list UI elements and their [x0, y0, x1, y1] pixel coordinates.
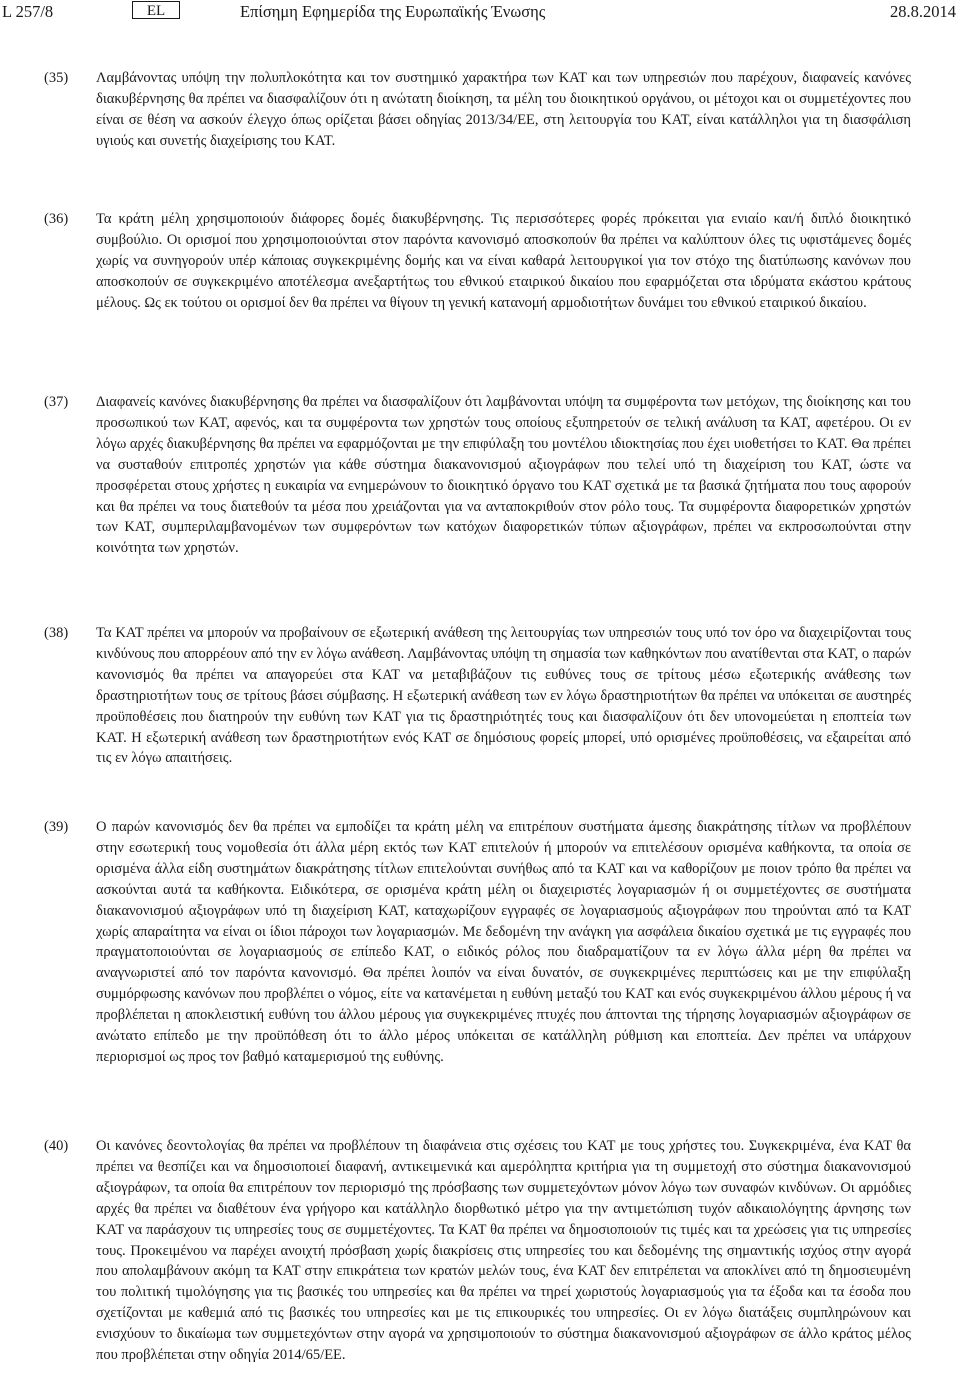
recital-text: Ο παρών κανονισμός δεν θα πρέπει να εμποδίζει τα κράτη μέλη να επιτρέπουν συστήματα άμεσης διακράτησης τίτλων να προβλέπουν στην εσωτερική τους νομοθεσία ότι άλλα μέρη εκτός των ΚΑΤ επιτελούν ή μπορούν να επιτελέσουν ορισμένα καθήκοντα, τα οποία σε ορισμένα άλλα είδη συστημάτων διακράτησης τίτλων επιτελούνται συνήθως από τα ΚΑΤ και να καθορίζουν με ποιον τρόπο θα πρέπει να ασκούνται αυτά τα καθήκοντα. Ειδικότερα, σε ορισμένα κράτη μέλη οι διαχειριστές λογαριασμών ή οι συμμετέχοντες σε συστήματα διακανονισμού αξιογράφων υπό τη διαχείριση ΚΑΤ, καταχωρίζουν εγγραφές σε λογαριασμούς αξιογράφων που τηρούνται από τα ΚΑΤ χωρίς απαραίτητα να είναι οι ίδιοι πάροχοι των λογαριασμών. Με δεδομένη την ανάγκη για ασφάλεια δικαίου σχετικά με τις εγγραφές που πραγματοποιούνται σε λογαριασμούς σε επίπεδο ΚΑΤ, ο ειδικός ρόλος που διαδραματίζουν τα εν λόγω άλλα μέρη θα πρέπει να αναγνωριστεί από τον παρόντα κανονισμό. Θα πρέπει λοιπόν να είναι δυνατόν, σε συγκεκριμένες περιπτώσεις και με την επιφύλαξη συμμόρφωσης κανόνων που προβλέπει ο νόμος, είτε να κατανέμεται η ευθύνη μεταξύ του ΚΑΤ και ενός συγκεκριμένου άλλου μέρους ή να προβλέπεται η αποκλειστική ευθύνη του άλλου μέρους για συγκεκριμένες πτυχές που άπτονται της τήρησης λογαριασμών αξιογράφων σε ανώτατο επίπεδο με την προϋπόθεση ότι το άλλο μέρος υπόκειται σε κατάλληλη ρύθμιση και εποπτεία. Δεν πρέπει να υπάρχουν περιορισμοί ως προς τον βαθμό καταμερισμού της ευθύνης.: [96, 819, 911, 1065]
page-header: [0, 0, 960, 24]
language-badge: EL: [132, 1, 180, 19]
recital-number: (38): [44, 625, 69, 641]
recital-text: Λαμβάνοντας υπόψη την πολυπλοκότητα και τον συστημικό χαρακτήρα των ΚΑΤ και των υπηρεσιών που παρέχουν, διαφανείς κανόνες διακυβέρνησης θα πρέπει να διασφαλίζουν ότι η ανώτατη διοίκηση, τα μέλη του διοικητικού οργάνου, οι μέτοχοι και οι συμμετέχοντες που είναι σε θέση να ασκούν έλεγχο όπως ορίζεται βάσει οδηγίας 2013/34/ΕΕ, στη λειτουργία του ΚΑΤ, είναι κατάλληλοι για τη διασφάλιση υγιούς και συνετής διαχείρισης του ΚΑΤ.: [96, 70, 911, 149]
recital-number: (37): [44, 394, 69, 410]
recital-text: Οι κανόνες δεοντολογίας θα πρέπει να προβλέπουν τη διαφάνεια στις σχέσεις του ΚΑΤ με τους χρήστες του. Συγκεκριμένα, ένα ΚΑΤ θα πρέπει να θεσπίζει και να δημοσιοποιεί διαφανή, αντικειμενικά και αμερόληπτα κριτήρια για τη συμμετοχή στο σύστημα διακανονισμού αξιογράφων, τα οποία θα επιτρέπουν τον περιορισμό της πρόσβασης των συμμετεχόντων μόνον λόγω των συναφών κινδύνων. Οι αρμόδιες αρχές θα πρέπει να διαθέτουν ένα γρήγορο και κατάλληλο διορθωτικό μέτρο για την αντιμετώπιση τυχόν αδικαιολόγητης άρνησης των ΚΑΤ να παράσχουν τις υπηρεσίες τους σε συμμετέχοντες. Τα ΚΑΤ θα πρέπει να δημοσιοποιούν τις τιμές και τα χρεώσεις για τις υπηρεσίες τους. Προκειμένου να παρέχει ανοιχτή πρόσβαση χωρίς διακρίσεις στις υπηρεσίες του και δεδομένης της σημαντικής ισχύος στην αγορά που απολαμβάνουν ακόμη τα ΚΑΤ στην επικράτεια των κρατών μελών τους, ένα ΚΑΤ δεν επιτρέπεται να αποκλίνει από τη δημοσιευμένη του πολιτική τιμολόγησης για τις βασικές του υπηρεσίες και θα πρέπει να τηρεί χωριστούς λογαριασμούς για τα έξοδα και τα έσοδα που σχετίζονται με καθεμιά από τις βασικές του υπηρεσίες και με τις επικουρικές του υπηρεσίες. Οι εν λόγω διατάξεις συμπληρώνουν και ενισχύουν το δικαίωμα των συμμετεχόντων στην αγορά να χρησιμοποιούν το σύστημα διακανονισμού αξιογράφων σε άλλο κράτος μέλος που προβλέπεται στην οδηγία 2014/65/ΕΕ.: [96, 1138, 911, 1364]
recital-number: (35): [44, 70, 69, 86]
journal-title: Επίσημη Εφημερίδα της Ευρωπαϊκής Ένωσης: [240, 2, 546, 21]
recital-text: Τα ΚΑΤ πρέπει να μπορούν να προβαίνουν σε εξωτερική ανάθεση της λειτουργίας των υπηρεσιών τους υπό τον όρο να διαχειρίζονται τους κινδύνους που απορρέουν από την εν λόγω ανάθεση. Λαμβάνοντας υπόψη τη σημασία των καθηκόντων που ανατίθενται στα ΚΑΤ, ο παρών κανονισμός θα πρέπει να απαγορεύει στα ΚΑΤ να μεταβιβάζουν τις ευθύνες τους σε τρίτους μέσω εξωτερικής ανάθεσης των δραστηριοτήτων τους σε τρίτους βάσει σύμβασης. Η εξωτερική ανάθεση των εν λόγω δραστηριοτήτων θα πρέπει να υπόκειται σε αυστηρές προϋποθέσεις που διατηρούν την ευθύνη των ΚΑΤ για τις δραστηριότητές τους και διασφαλίζουν ότι δεν υπονομεύεται η εποπτεία των ΚΑΤ. Η εξωτερική ανάθεση των δραστηριοτήτων ενός ΚΑΤ σε δημόσιους φορείς μπορεί, υπό ορισμένες προϋποθέσεις, να εξαιρείται από τις εν λόγω απαιτήσεις.: [96, 625, 911, 767]
recital-number: (40): [44, 1138, 69, 1154]
recital-text: Διαφανείς κανόνες διακυβέρνησης θα πρέπει να διασφαλίζουν ότι λαμβάνονται υπόψη τα συμφέροντα των μετόχων, της διοίκησης και του προσωπικού των ΚΑΤ, αφενός, και τα συμφέροντα των χρηστών τους οποίους εξυπηρετούν σε τελική ανάλυση τα ΚΑΤ, αφετέρου. Οι εν λόγω αρχές διακυβέρνησης θα πρέπει να εφαρμόζονται με την επιφύλαξη του μοντέλου ιδιοκτησίας που έχει υιοθετήσει το ΚΑΤ. Θα πρέπει να συσταθούν επιτροπές χρηστών για κάθε σύστημα διακανονισμού αξιογράφων που τελεί υπό τη διαχείριση του ΚΑΤ, ώστε να προσφέρεται στους χρήστες η ευκαιρία να ενημερώνουν το διοικητικό όργανο του ΚΑΤ σχετικά με τα βασικά ζητήματα που τους αφορούν και θα πρέπει να τους διατεθούν τα μέσα που χρειάζονται για να ανταποκριθούν στον ρόλο τους. Τα συμφέροντα διαφορετικών χρηστών των ΚΑΤ, συμπεριλαμβανομένων των συμφερόντων των κατόχων διαφορετικών τύπων αξιογράφων, πρέπει να εκπροσωπούνται στην κοινότητα των χρηστών.: [96, 394, 911, 557]
recital-number: (39): [44, 819, 69, 835]
publication-date: 28.8.2014: [890, 2, 956, 21]
recital-number: (36): [44, 211, 69, 227]
page-reference: L 257/8: [2, 2, 54, 21]
recital-text: Τα κράτη μέλη χρησιμοποιούν διάφορες δομές διακυβέρνησης. Τις περισσότερες φορές πρόκειται για ενιαίο και/ή διπλό διοικητικό συμβούλιο. Οι ορισμοί που χρησιμοποιούνται στον παρόντα κανονισμό αποσκοπούν θα πρέπει να καλύπτουν όλες τις υφιστάμενες δομές χωρίς να συνηγορούν υπέρ κάποιας συγκεκριμένης δομής και να είναι καθαρά λειτουργικοί για τον στόχο της διατύπωσης κανόνων που αποσκοπούν σε συγκεκριμένο αποτέλεσμα ανεξαρτήτως του εθνικού εταιρικού δικαίου που εφαρμόζεται στα ιδρύματα εκάστου κράτους μέλους. Ως εκ τούτου οι ορισμοί δεν θα πρέπει να θίγουν τη γενική κατανομή αρμοδιοτήτων δυνάμει του εθνικού εταιρικού δικαίου.: [96, 211, 911, 311]
